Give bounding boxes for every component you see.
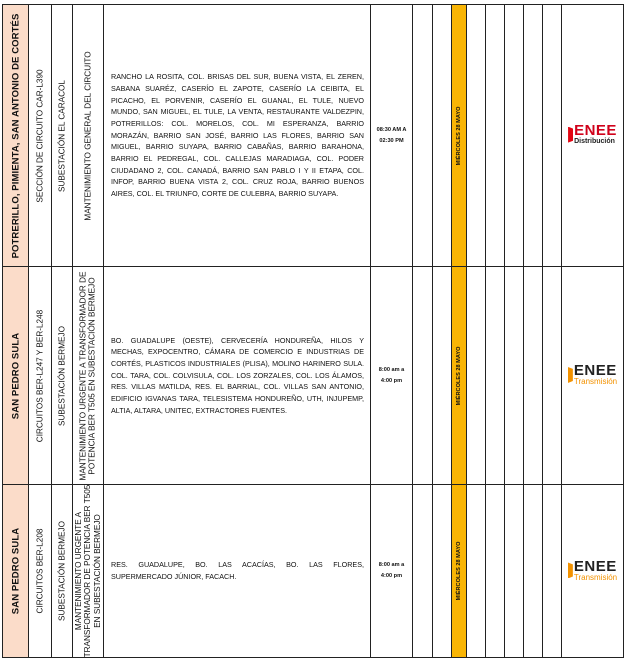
circuit-name: CIRCUITOS BER-L247 Y BER-L248 xyxy=(35,309,45,442)
substation-cell xyxy=(52,485,73,658)
time-end: 02:30 PM xyxy=(379,137,404,144)
substation-cell xyxy=(52,267,73,485)
logo-main-text: ENEE xyxy=(573,362,617,380)
city-cell xyxy=(3,5,29,267)
time-cell xyxy=(371,485,413,658)
work-cell xyxy=(73,485,104,658)
work-line: EN SUBESTACIÓN BERMEJO xyxy=(92,514,102,628)
work-description xyxy=(83,51,92,220)
time-end: 4:00 pm xyxy=(380,573,403,579)
substation-name: SUBESTACIÓN EL CARACOL xyxy=(57,79,67,192)
affected-areas-cell xyxy=(104,485,371,658)
work-description xyxy=(79,271,98,480)
empty-cell xyxy=(486,485,505,658)
empty-cell xyxy=(505,267,524,485)
work-line: MANTENIMIENTO GENERAL DEL CIRCUITO xyxy=(83,50,93,221)
enee-logo-mark-icon xyxy=(568,367,573,383)
empty-cell xyxy=(543,5,562,267)
work-cell xyxy=(73,267,104,485)
empty-cell xyxy=(543,267,562,485)
enee-distribucion-logo xyxy=(568,123,617,146)
city-name: SAN PEDRO SULA xyxy=(10,527,21,615)
city-name: POTRERILLO, PIMIENTA, SAN ANTONIO DE CORTÉS xyxy=(10,13,21,258)
circuit-cell xyxy=(29,267,52,485)
day-cell xyxy=(452,5,467,267)
empty-cell xyxy=(413,267,433,485)
empty-cell xyxy=(413,5,433,267)
logo-sub-text: Distribución xyxy=(574,138,615,146)
outage-schedule-table xyxy=(2,4,624,658)
day-label: MIÉRCOLES 28 MAYO xyxy=(456,346,462,405)
time-cell xyxy=(371,5,413,267)
logo-sub-text: Transmisión xyxy=(573,377,618,387)
work-line: TRANSFORMADOR DE POTENCIA BER T505 xyxy=(83,484,93,658)
empty-cell xyxy=(543,485,562,658)
city-cell xyxy=(3,267,29,485)
circuit-cell xyxy=(29,5,52,267)
affected-areas-cell xyxy=(104,267,371,485)
enee-logo-mark-icon xyxy=(568,127,573,143)
empty-cell xyxy=(524,5,543,267)
empty-cell xyxy=(467,5,486,267)
circuit-name: SECCIÓN DE CIRCUITO CAR-L390 xyxy=(35,68,45,203)
city-cell xyxy=(3,485,29,658)
logo-sub-text: Transmisión xyxy=(573,572,618,582)
work-line: MANTENIMIENTO URGENTE A xyxy=(73,511,83,631)
circuit-cell xyxy=(29,485,52,658)
work-description xyxy=(74,485,102,658)
time-start: 8:00 am a xyxy=(378,366,405,373)
work-cell xyxy=(73,5,104,267)
day-cell xyxy=(452,485,467,658)
enee-transmision-logo xyxy=(568,363,617,387)
empty-cell xyxy=(467,267,486,485)
schedule-row xyxy=(3,485,624,658)
enee-transmision-logo xyxy=(568,559,617,583)
substation-name: SUBESTACIÓN BERMEJO xyxy=(57,521,67,621)
affected-areas-text: RES. GUADALUPE, BO. LAS ACACÍAS, BO. LAS FLORES, SUPERMERCADO JÚNIOR, FACACH. xyxy=(111,560,364,581)
schedule-row xyxy=(3,5,624,267)
substation-cell xyxy=(52,5,73,267)
empty-cell xyxy=(433,267,452,485)
day-label: MIÉRCOLES 28 MAYO xyxy=(456,541,462,601)
logo-cell xyxy=(562,485,624,658)
enee-logo-mark-icon xyxy=(568,562,573,578)
logo-cell xyxy=(562,5,624,267)
city-name: SAN PEDRO SULA xyxy=(10,332,21,419)
time-start: 08:30 AM A xyxy=(376,126,407,133)
empty-cell xyxy=(467,485,486,658)
logo-cell xyxy=(562,267,624,485)
affected-areas-text: BO. GUADALUPE (OESTE), CERVECERÍA HONDUREÑA, HILOS Y MECHAS, EXPOCENTRO, CÁMARA DE COMERCIO E INDUSTRIAS DE CORTÉS, PLASTICOS INDUSTRIALES (PLISA), MOLINO HARINERO SULA. COL. TARA, COL. COLVISULA, COL. LOS ZORZALES, COL. LOS ÁLAMOS, RES. VILLAS MATILDA, RES. EL BARRIAL, COL. VILLAS SAN ANTONIO, EDIFICIO IGVANAS TARA, TELESISTEMA HONDUREÑO, UTH, INJUPEMP, ALTIA, ALTARA, UNITEC, EXTRACTORES FUENTES. xyxy=(111,335,364,415)
schedule-row xyxy=(3,267,624,485)
circuit-name: CIRCUITOS BER-L208 xyxy=(35,528,45,614)
time-cell xyxy=(371,267,413,485)
empty-cell xyxy=(433,5,452,267)
work-line: MANTENIMIENTO URGENTE A TRANSFORMADOR DE xyxy=(78,271,88,480)
affected-areas-cell xyxy=(104,5,371,267)
empty-cell xyxy=(433,485,452,658)
empty-cell xyxy=(524,267,543,485)
empty-cell xyxy=(486,267,505,485)
work-line: POTENCIA BER T505 EN SUBESTACIÓN BERMEJO xyxy=(88,276,97,475)
empty-cell xyxy=(505,5,524,267)
substation-name: SUBESTACIÓN BERMEJO xyxy=(57,325,67,426)
affected-areas-text: RANCHO LA ROSITA, COL. BRISAS DEL SUR, BUENA VISTA, EL ZEREN, SABANA SUARÉZ, CASERÍO EL ZAPOTE, CASERÍO LA CEIBITA, EL PICACHO, EL PORVENIR, CASERÍO EL GUANAL, EL TULE, NUEVO MUNDO, SAN MIGUEL, EL TULE, LA VENTA, RESTAURANTE VALDEZPIN, POTRERILLOS: COL. MORELOS, COL. MI ESPERANZA, BARRIO MORAZÁN, BARRIO SAN JOSÉ, BARRIO LAS FLORES, BARRIO SAN MIGUEL, BARRIO SUYAPA, BARRIO CABAÑAS, BARRIO BARAHONA, BARRIO EL PEDREGAL, COL. CALLEJAS MARADIAGA, COL. PODER CIUDADANO 2, COL. CANADÁ, BARRIO SAN PABLO I Y II ETAPA, COL. INFOP, BARRIO BUENA VISTA 2, COL. CRUZ ROJA, BARRIO BUENOS AIRES, COL. EL TRIUNFO, CORTE DE CULEBRA, BARRIO SUYAPA. xyxy=(111,72,364,198)
empty-cell xyxy=(524,485,543,658)
logo-main-text: ENEE xyxy=(574,122,617,140)
day-cell xyxy=(452,267,467,485)
day-label: MIÉRCOLES 28 MAYO xyxy=(456,106,462,165)
logo-main-text: ENEE xyxy=(573,557,617,575)
time-start: 8:00 am a xyxy=(378,562,405,569)
empty-cell xyxy=(505,485,524,658)
empty-cell xyxy=(486,5,505,267)
time-end: 4:00 pm xyxy=(380,377,403,384)
empty-cell xyxy=(413,485,433,658)
